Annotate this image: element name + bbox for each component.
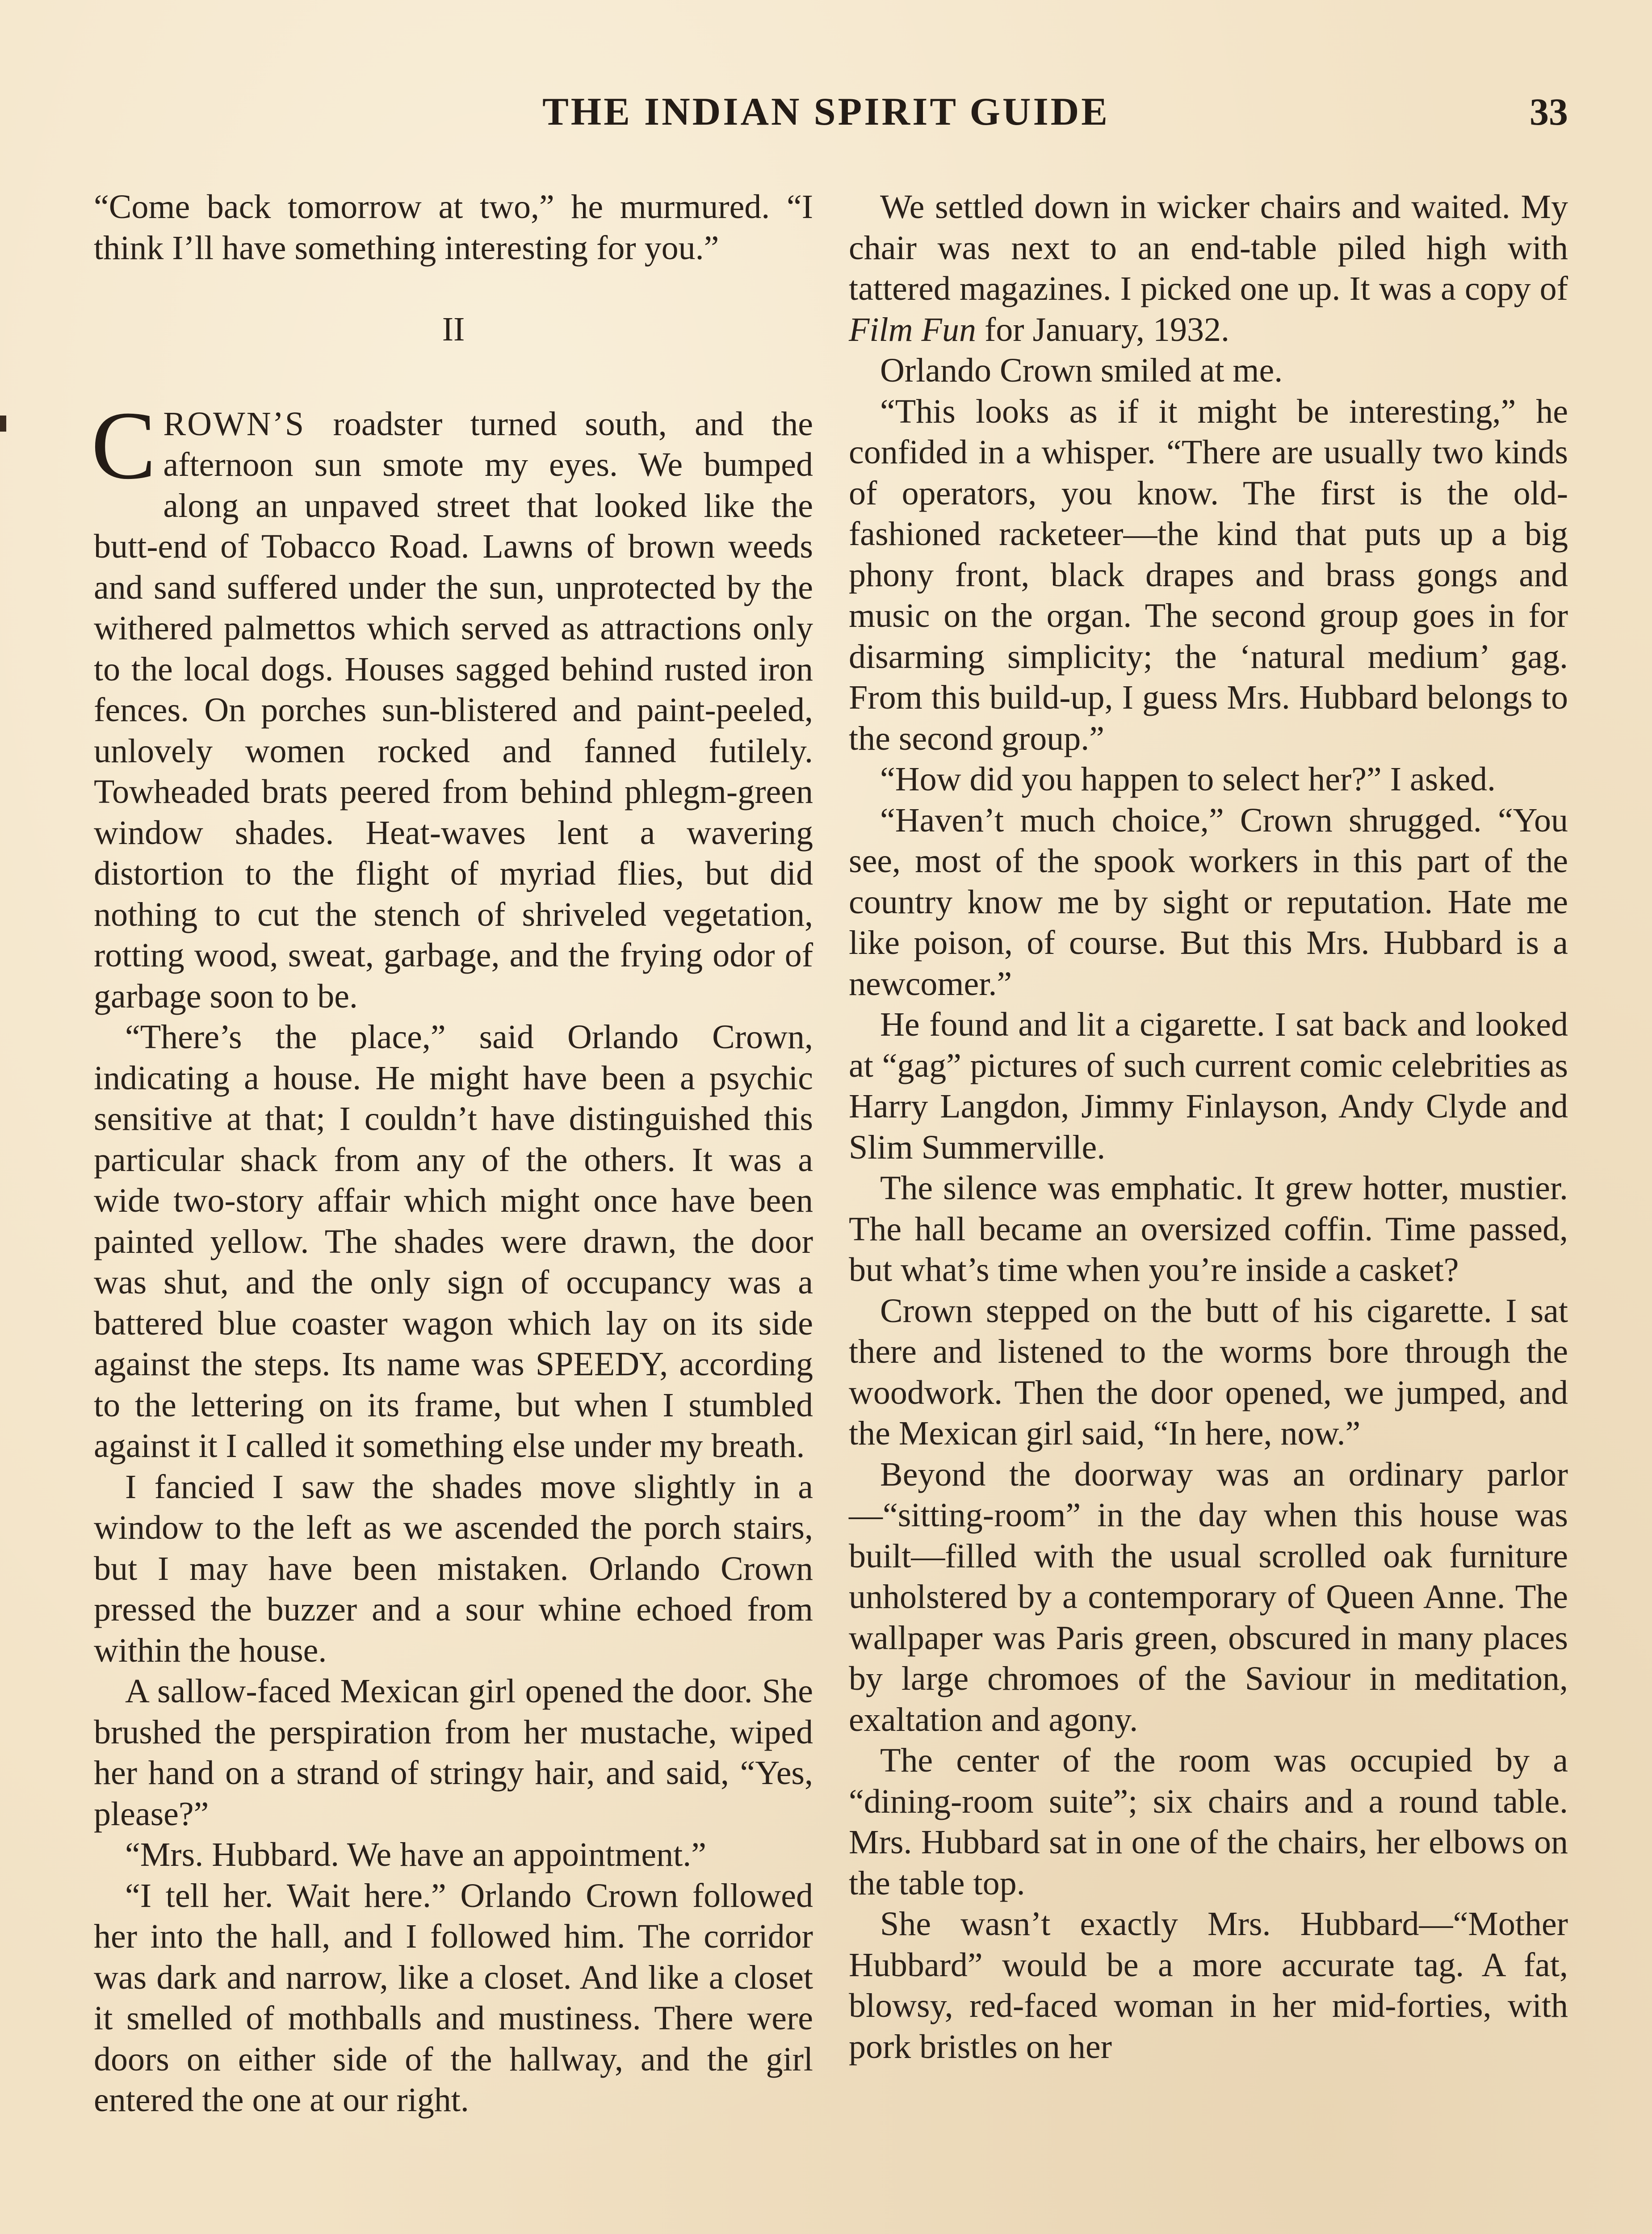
- right-column: [849, 187, 1568, 2067]
- drop-cap: C: [91, 391, 156, 500]
- paragraph: She wasn’t exactly Mrs. Hubbard—“Mother Hubbard” would be a more accurate tag. A fat, blowsy, red-faced woman in her mid-forties, with pork bristles on her: [849, 1905, 1568, 2066]
- page-edge-mark: [0, 416, 6, 432]
- magazine-title: Film Fun: [849, 311, 976, 349]
- paragraph: “This looks as if it might be interesting,” he confided in a whisper. “There are usually two kinds of operators, you know. The first is the old-fashioned racketeer—the kind that puts up a big phony front, black drapes and brass gongs and music on the organ. The second group goes in for disarming simplicity; the ‘natural medium’ gag. From this build-up, I guess Mrs. Hubbard belongs to the second group.”: [849, 392, 1568, 757]
- paragraph: Crown stepped on the butt of his cigarette. I sat there and listened to the worms bore through the woodwork. Then the door opened, we jumped, and the Mexican girl said, “In here, now.”: [849, 1292, 1568, 1452]
- page-number: 33: [1530, 90, 1568, 133]
- paragraph: “Come back tomorrow at two,” he murmured. “I think I’ll have something interesting for you.”: [94, 188, 813, 267]
- paragraph: Orlando Crown smiled at me.: [880, 352, 1283, 389]
- paragraph: A sallow-faced Mexican girl opened the door. She brushed the perspiration from her mustache, wiped her hand on a strand of stringy hair, and said, “Yes, please?”: [94, 1672, 813, 1833]
- paragraph-text: We settled down in wicker chairs and waited. My chair was next to an end-table piled high with tattered magazines. I picked one up. It was a copy of: [849, 188, 1568, 307]
- paragraph: “Mrs. Hubbard. We have an appointment.”: [125, 1836, 706, 1873]
- paragraph: [849, 187, 1568, 350]
- left-column: [91, 187, 813, 2121]
- section-numeral: II: [442, 311, 465, 348]
- paragraph: I fancied I saw the shades move slightly in a window to the left as we ascended the porch stairs, but I may have been mistaken. Orlando Crown pressed the buzzer and a sour whine echoed from within the house.: [94, 1468, 813, 1669]
- paragraph: “There’s the place,” said Orlando Crown, indicating a house. He might have been a psychic sensitive at that; I couldn’t have distinguished this particular shack from any of the others. It was a wide two-story affair which might once have been painted yellow. The shades were drawn, the door was shut, and the only sign of occupancy was a battered blue coaster wagon which lay on its side against the steps. Its name was SPEEDY, according to the lettering on its frame, but when I stumbled against it I called it something else under my breath.: [94, 1018, 813, 1465]
- small-caps-lead: ROWN’S: [163, 405, 306, 443]
- running-title: THE INDIAN SPIRIT GUIDE: [542, 90, 1110, 134]
- page-header: [0, 89, 1652, 147]
- paragraph-dropcap: [91, 391, 813, 1017]
- paragraph-text: for January, 1932.: [976, 311, 1229, 349]
- paragraph: “I tell her. Wait here.” Orlando Crown followed her into the hall, and I followed him. The corridor was dark and narrow, like a closet. And like a closet it smelled of mothballs and mustiness. There were doors on either side of the hallway, and the girl entered the one at our right.: [94, 1877, 813, 2119]
- paragraph: He found and lit a cigarette. I sat back and looked at “gag” pictures of such current comic celebrities as Harry Langdon, Jimmy Finlayson, Andy Clyde and Slim Summerville.: [849, 1006, 1568, 1166]
- paragraph: “How did you happen to select her?” I asked.: [880, 760, 1496, 798]
- paragraph: “Haven’t much choice,” Crown shrugged. “You see, most of the spook workers in this part of the country know me by sight or reputation. Hate me like poison, of course. But this Mrs. Hubbard is a newcomer.”: [849, 801, 1568, 1003]
- paragraph-text: roadster turned south, and the afternoon sun smote my eyes. We bumped along an unpaved street that looked like the butt-end of Tobacco Road. Lawns of brown weeds and sand suffered under the sun, unprotected by the withered palmettos which served as attractions only to the local dogs. Houses sagged behind rusted iron fences. On porches sun-blistered and paint-peeled, unlovely women rocked and fanned futilely. Towheaded brats peered from behind phlegm-green window shades. Heat-waves lent a wavering distortion to the flight of myriad flies, but did nothing to cut the stench of shriveled vegetation, rotting wood, sweat, garbage, and the frying odor of garbage soon to be.: [94, 405, 813, 1015]
- paragraph: The silence was emphatic. It grew hotter, mustier. The hall became an oversized coffin. Time passed, but what’s time when you’re inside a casket?: [849, 1169, 1568, 1289]
- paragraph: The center of the room was occupied by a “dining-room suite”; six chairs and a round table. Mrs. Hubbard sat in one of the chairs, her elbows on the table top.: [849, 1742, 1568, 1902]
- paragraph: Beyond the doorway was an ordinary parlor—“sitting-room” in the day when this house was built—filled with the usual scrolled oak furniture unholstered by a contemporary of Queen Anne. The wallpaper was Paris green, obscured in many places by large chromoes of the Saviour in meditation, exaltation and agony.: [849, 1455, 1568, 1738]
